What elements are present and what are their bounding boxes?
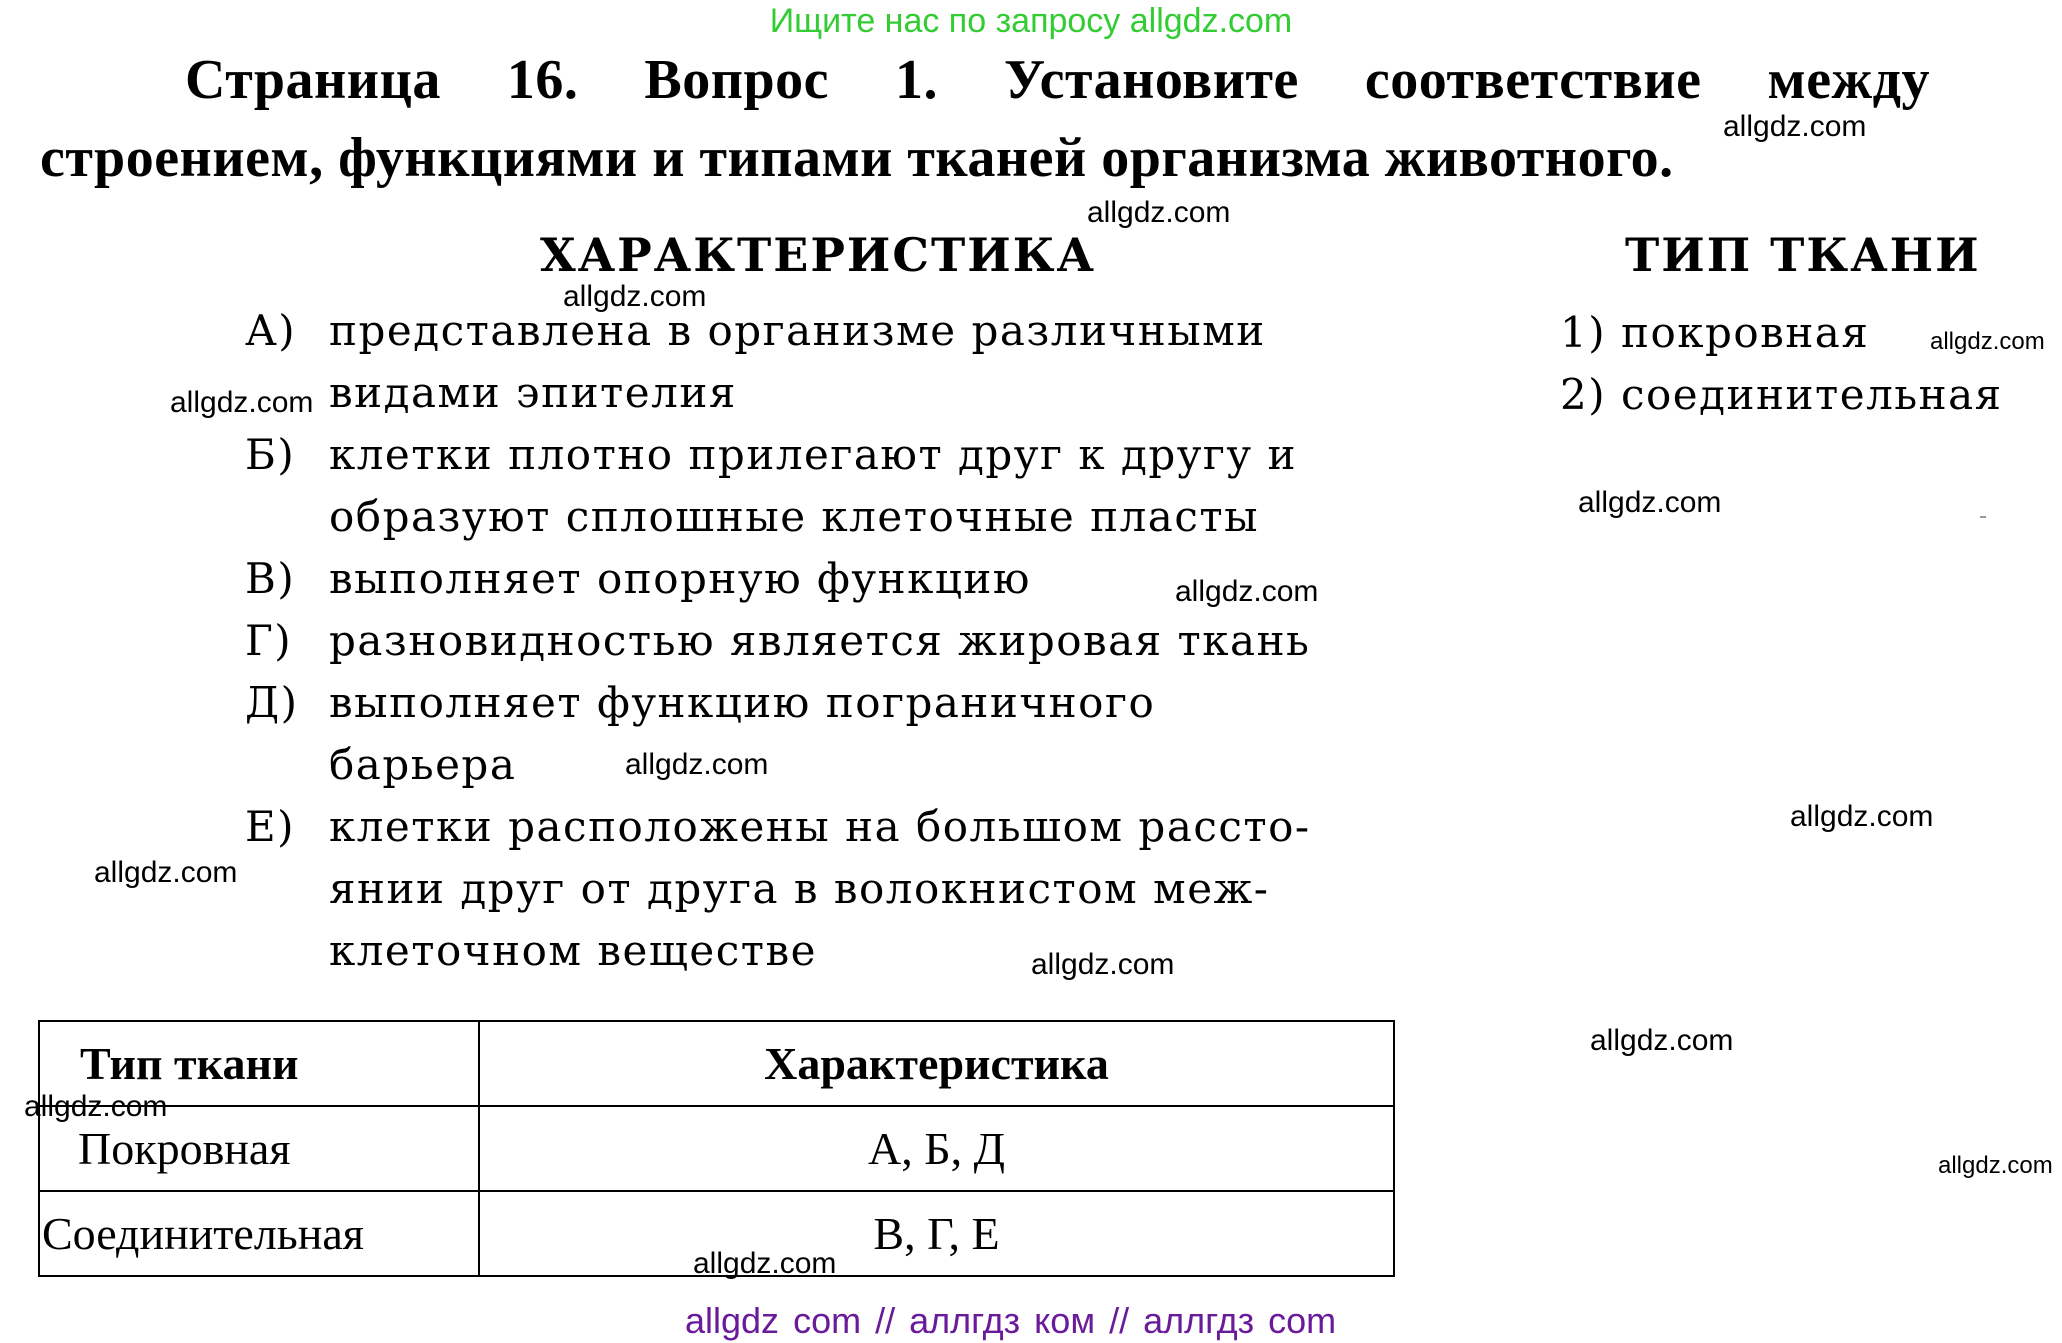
table-row bbox=[39, 1106, 1394, 1191]
characteristic-item-a bbox=[245, 300, 1266, 424]
item-text: представлена в организме различными bbox=[329, 306, 1266, 355]
item-label: 2) bbox=[1560, 370, 1607, 419]
watermark-text: allgdz.com bbox=[1938, 1152, 2053, 1179]
table-cell: Покровная bbox=[39, 1106, 479, 1191]
watermark-text: allgdz.com bbox=[1087, 196, 1231, 229]
item-text: выполняет опорную функцию bbox=[329, 554, 1031, 603]
item-text: образуют сплошные клеточные пласты bbox=[329, 492, 1260, 541]
table-cell: Соединительная bbox=[39, 1191, 479, 1276]
question-word: соответствие bbox=[1364, 49, 1702, 111]
item-text: клетки расположены на большом рассто- bbox=[329, 802, 1311, 851]
watermark-text: allgdz.com bbox=[1031, 948, 1175, 981]
characteristic-item-b bbox=[245, 424, 1297, 548]
watermark-text: allgdz.com bbox=[170, 386, 314, 419]
question-title-line2: строением, функциями и типами тканей организма животного. bbox=[40, 127, 1674, 189]
watermark-text: allgdz.com bbox=[693, 1247, 837, 1280]
item-text: выполняет функцию пограничного bbox=[329, 678, 1156, 727]
watermark-text: allgdz.com bbox=[625, 748, 769, 781]
table-header-row bbox=[39, 1021, 1394, 1106]
table-cell: В, Г, Е bbox=[479, 1191, 1394, 1276]
tissue-type-heading: ТИП ТКАНИ bbox=[1625, 228, 1981, 282]
question-word: Страница bbox=[185, 49, 441, 111]
characteristic-heading: ХАРАКТЕРИСТИКА bbox=[540, 228, 1097, 282]
item-text: клеточном веществе bbox=[329, 926, 818, 975]
item-text: разновидностью является жировая ткань bbox=[329, 616, 1311, 665]
item-text: видами эпителия bbox=[329, 368, 737, 417]
tissue-type-item-2 bbox=[1560, 364, 2003, 426]
watermark-text: allgdz.com bbox=[1590, 1024, 1734, 1057]
item-label: Е) bbox=[245, 802, 296, 851]
answer-table bbox=[38, 1020, 1395, 1277]
table-header-cell: Характеристика bbox=[479, 1021, 1394, 1106]
item-text: соединительная bbox=[1620, 370, 2003, 419]
watermark-text: allgdz.com bbox=[94, 856, 238, 889]
item-label: Б) bbox=[245, 430, 296, 479]
table-header-cell: Тип ткани bbox=[39, 1021, 479, 1106]
item-text: барьера bbox=[329, 740, 517, 789]
item-label: Д) bbox=[245, 678, 299, 727]
table-cell: А, Б, Д bbox=[479, 1106, 1394, 1191]
question-word: 16. bbox=[506, 49, 579, 111]
characteristic-item-v bbox=[245, 548, 1031, 610]
item-text: янии друг от друга в волокнистом меж- bbox=[329, 864, 1270, 913]
speck-mark bbox=[1980, 516, 1986, 518]
item-text: клетки плотно прилегают друг к другу и bbox=[329, 430, 1297, 479]
question-word: между bbox=[1767, 49, 1930, 111]
bottom-promo-link[interactable]: allgdz com // аллгдз ком // аллгдз com bbox=[685, 1300, 1337, 1341]
item-label: В) bbox=[245, 554, 296, 603]
top-promo-link[interactable]: Ищите нас по запросу allgdz.com bbox=[769, 2, 1293, 40]
item-label: А) bbox=[245, 306, 297, 355]
item-label: 1) bbox=[1560, 308, 1607, 357]
watermark-text: allgdz.com bbox=[24, 1090, 168, 1123]
watermark-text: allgdz.com bbox=[1930, 328, 2045, 355]
item-label: Г) bbox=[245, 616, 293, 665]
watermark-text: allgdz.com bbox=[1790, 800, 1934, 833]
item-text: покровная bbox=[1620, 308, 1870, 357]
characteristic-item-g bbox=[245, 610, 1310, 672]
watermark-text: allgdz.com bbox=[1578, 486, 1722, 519]
question-word: 1. bbox=[895, 49, 939, 111]
watermark-text: allgdz.com bbox=[563, 280, 707, 313]
watermark-text: allgdz.com bbox=[1175, 575, 1319, 608]
question-title-line1 bbox=[185, 48, 1930, 112]
watermark-text: allgdz.com bbox=[1723, 110, 1867, 143]
question-word: Вопрос bbox=[644, 49, 829, 111]
tissue-type-item-1 bbox=[1560, 302, 1869, 364]
question-word: Установите bbox=[1004, 49, 1299, 111]
